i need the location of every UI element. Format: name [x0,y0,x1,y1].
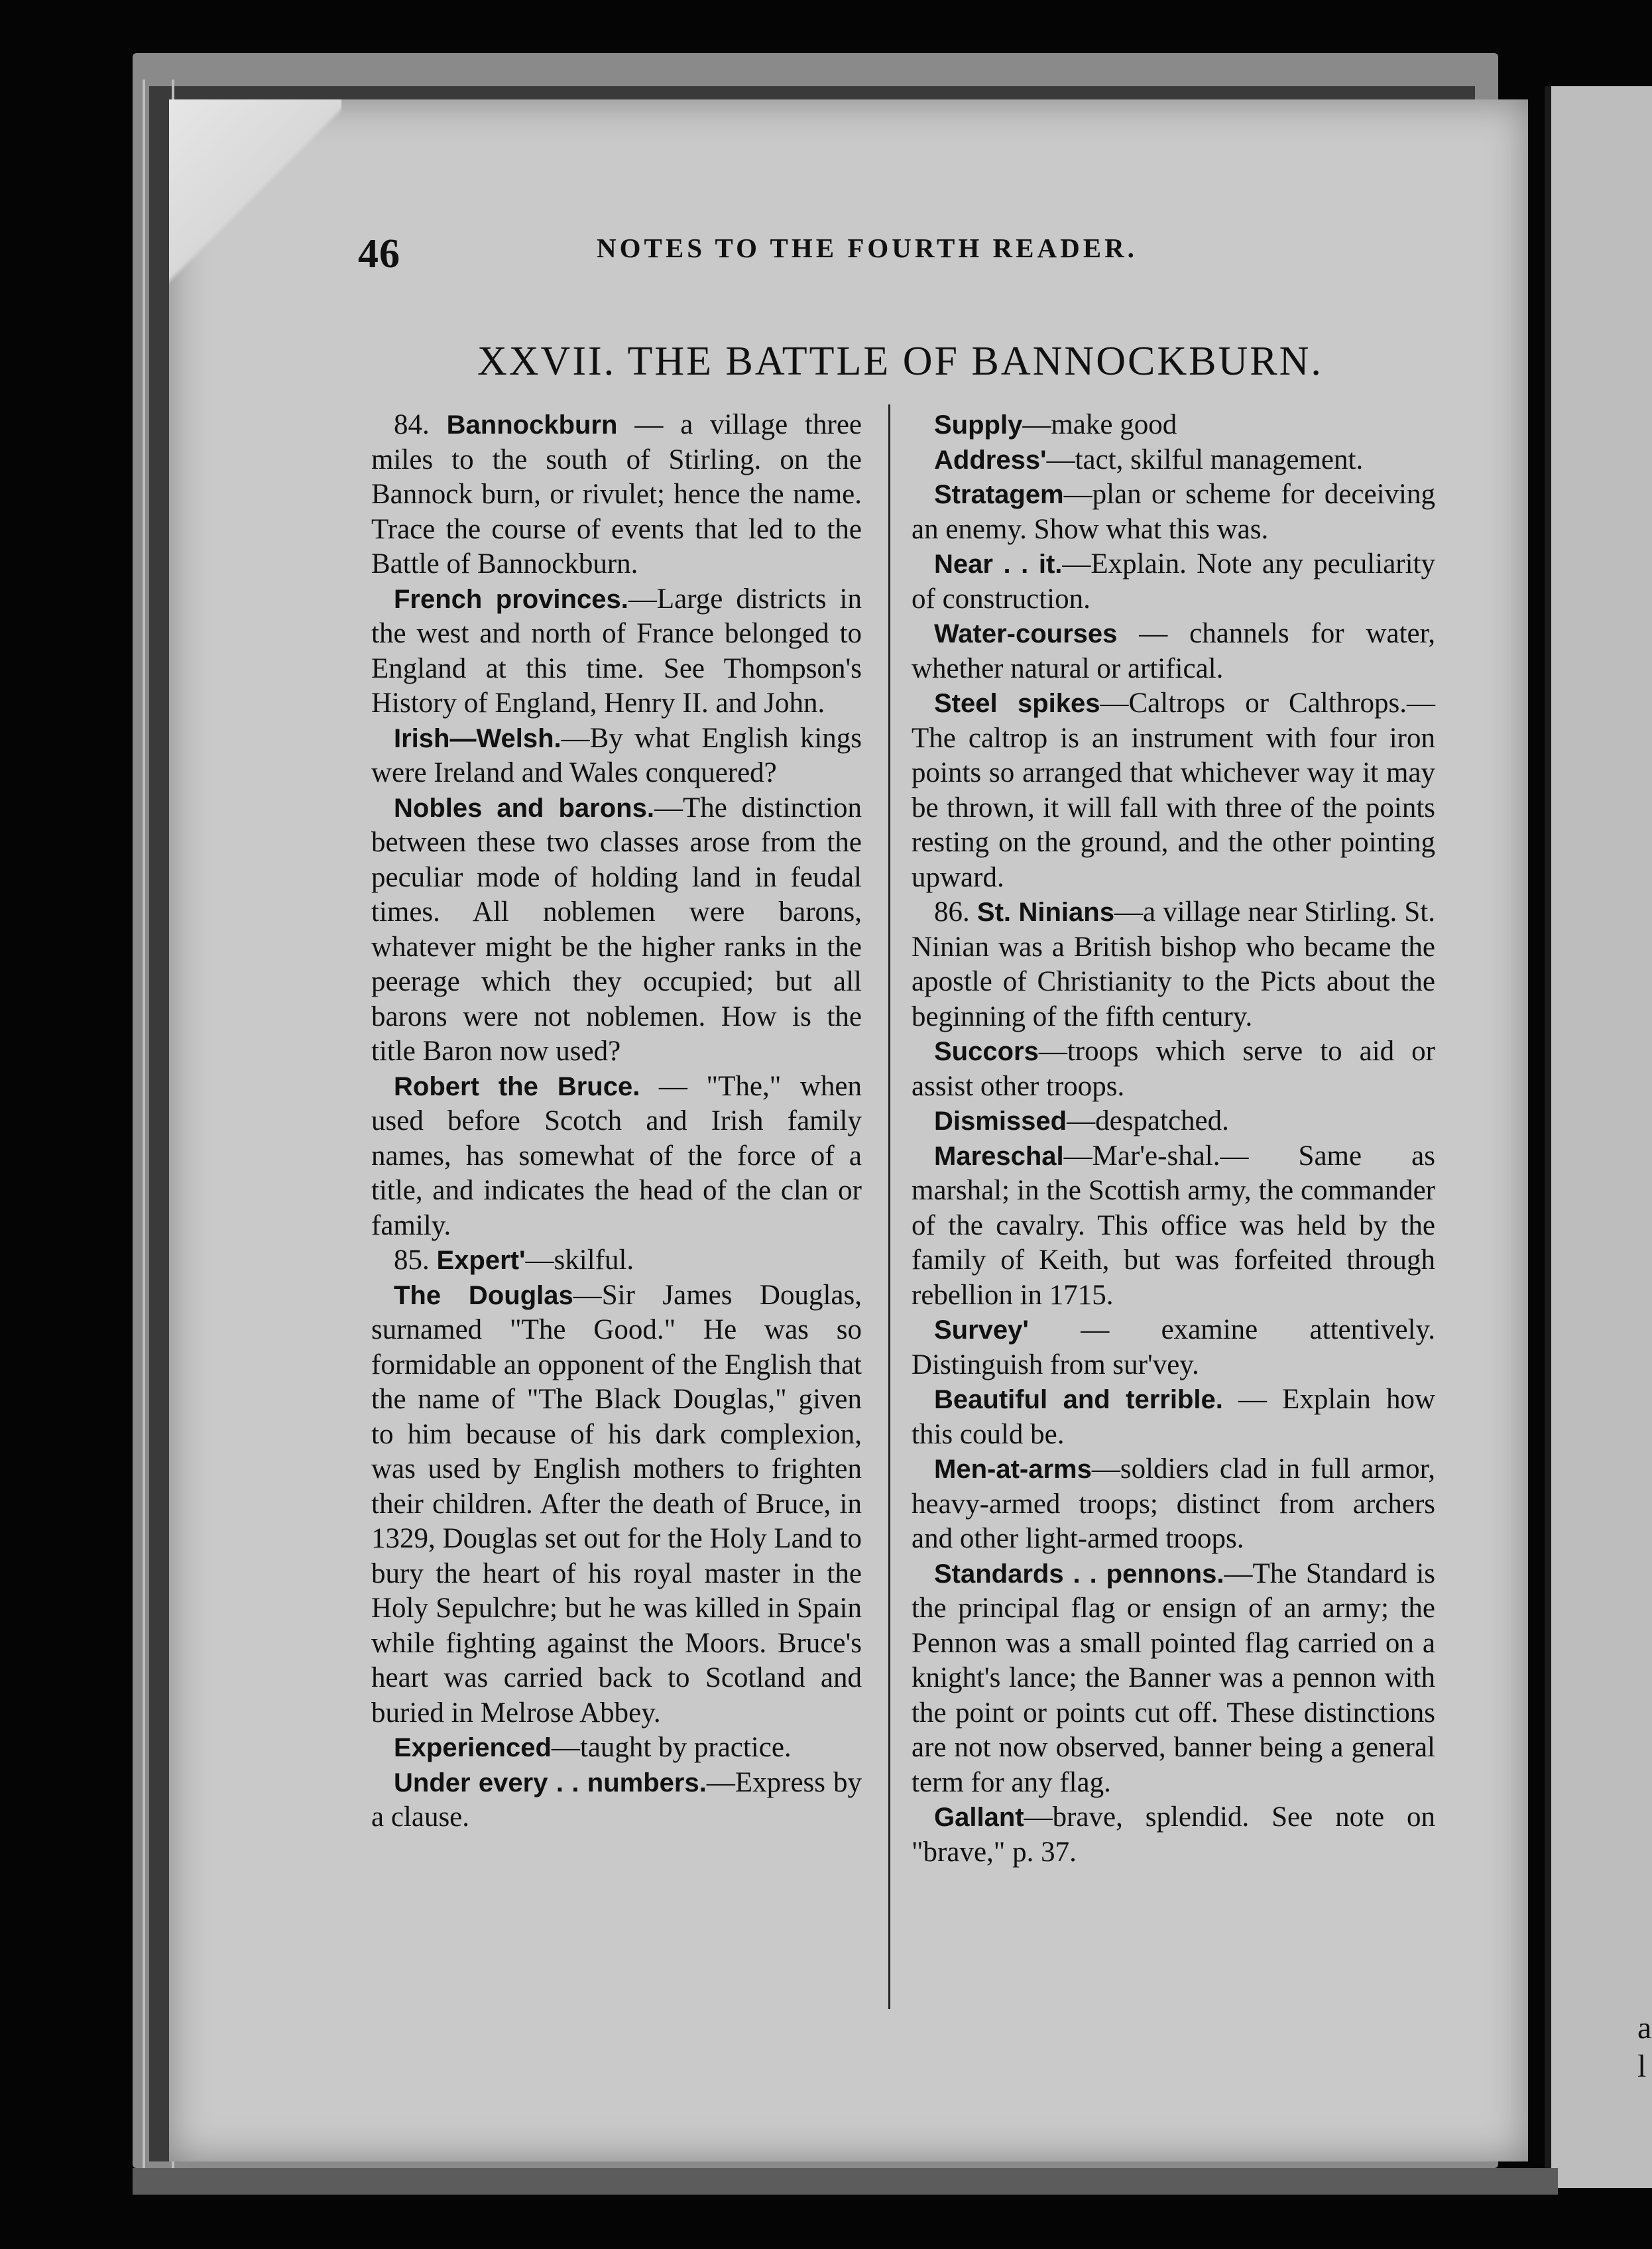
facing-page-text [1637,2009,1651,2086]
glossary-term: Robert the Bruce. [394,1071,640,1101]
glossary-term: Gallant [934,1803,1024,1832]
section-number: 86. [934,896,977,928]
glossary-definition: —The distinction between these two classes arose from the peculiar mode of holding land in feudal times. All noblemen were barons, whatever might be the higher ranks in the peerage which they occupied; but all barons were not noblemen. How is the title Baron now used? [371,792,862,1067]
glossary-term: Irish—Welsh. [394,723,561,753]
glossary-term: Stratagem [934,480,1064,509]
right-column [912,408,1435,1870]
glossary-term: Near . . it. [934,550,1063,579]
glossary-term: French provinces. [394,584,628,614]
glossary-entry [371,791,862,1069]
column-divider [888,404,890,2009]
glossary-term: The Douglas [394,1280,573,1310]
glossary-definition: — channels for water, whether natural or artifical. [912,618,1435,684]
glossary-definition: —The Standard is the principal flag or ensign of an army; the Pennon was a small pointed flag carried on a knight's lance; the Banner was a pennon with the point or points cut off. These distinctions are not now observed, banner being a general term for any flag. [912,1557,1435,1798]
glossary-entry [912,686,1435,895]
glossary-definition: —Sir James Douglas, surnamed "The Good." He was so formidable an opponent of the English that the name of "The Black Douglas," given to him because of his dark complexion, was used by English mothers to frighten their children. After the death of Bruce, in 1329, Douglas set out for the Holy Land to bury the heart of his royal master in the Holy Sepulchre; but he was killed in Spain while fighting against the Moors. Bruce's heart was carried back to Scotland and buried in Melrose Abbey. [371,1279,862,1729]
glossary-entry [371,1243,862,1278]
glossary-definition: —Caltrops or Calthrops.—The caltrop is an instrument with four iron points so arranged that whichever way it may be thrown, it will fall with three of the points resting on the ground, and the other pointing upward. [912,688,1435,893]
book-bottom-edge [133,2168,1558,2195]
glossary-term: Mareschal [934,1141,1064,1171]
glossary-definition: —taught by practice. [551,1732,792,1763]
glossary-definition: —By what English kings were Ireland and Wales conquered? [371,722,862,788]
facing-page-letter: l [1637,2049,1647,2084]
section-number: 84. [394,409,447,440]
glossary-term: Succors [934,1037,1039,1066]
glossary-term: Beautiful and terrible. [934,1385,1223,1414]
glossary-term: Steel spikes [934,689,1100,718]
glossary-entry [912,1139,1435,1313]
glossary-entry [912,1313,1435,1382]
glossary-entry [371,721,862,791]
glossary-entry [912,1800,1435,1870]
glossary-entry [912,547,1435,617]
glossary-entry [912,895,1435,1034]
glossary-term: Under every . . numbers. [394,1768,707,1797]
glossary-term: Experienced [394,1733,552,1762]
folded-corner [169,99,341,298]
glossary-definition: —despatched. [1067,1105,1229,1136]
glossary-entry [912,1452,1435,1557]
glossary-definition: — a village three miles to the south of Stirling. on the Bannock burn, or rivulet; hence the name. Trace the course of events that led to the Battle of Bannockburn. [371,409,862,579]
glossary-entry [371,1766,862,1835]
glossary-entry [371,1278,862,1731]
glossary-term: Standards . . pennons. [934,1559,1224,1589]
glossary-entry [371,582,862,721]
glossary-definition: —brave, splendid. See note on "brave," p. 37. [912,1801,1435,1868]
glossary-definition: —a village near Stirling. St. Ninian was a British bishop who became the apostle of Christianity to the Picts about the beginning of the fifth century. [912,896,1435,1032]
glossary-entry [912,408,1435,443]
glossary-definition: —Explain. Note any peculiarity of construction. [912,548,1435,615]
chapter-title: XXVII. THE BATTLE OF BANNOCKBURN. [477,339,1323,384]
glossary-definition: —make good [1022,409,1177,440]
glossary-entry [912,1104,1435,1139]
page-number: 46 [358,231,400,276]
glossary-definition: —Express by a clause. [371,1766,862,1833]
glossary-entry [912,477,1435,547]
section-number: 85. [394,1245,437,1276]
glossary-definition: —skilful. [525,1245,634,1276]
glossary-entry [912,1034,1435,1104]
glossary-definition: —Mar'e-shal.— Same as marshal; in the Scottish army, the commander of the cavalry. This office was held by the family of Keith, but was forfeited through rebellion in 1715. [912,1140,1435,1311]
glossary-definition: —troops which serve to aid or assist other troops. [912,1036,1435,1102]
glossary-term: Survey' [934,1315,1029,1345]
glossary-definition: — Explain how this could be. [912,1384,1435,1450]
glossary-entry [371,1069,862,1244]
left-column [371,408,862,1835]
glossary-entry [912,1382,1435,1452]
glossary-definition: — examine attentively. Distinguish from sur'vey. [912,1314,1435,1380]
glossary-term: Supply [934,410,1023,440]
glossary-term: Bannockburn [446,410,618,440]
glossary-entry [912,443,1435,478]
glossary-entry [371,1731,862,1766]
facing-page-edge [1545,86,1652,2188]
glossary-term: Expert' [436,1246,526,1275]
glossary-definition: —soldiers clad in full armor, heavy-armed troops; distinct from archers and other light-armed troops. [912,1453,1435,1554]
glossary-definition: —tact, skilful management. [1046,444,1364,475]
glossary-entry [912,617,1435,686]
glossary-term: Nobles and barons. [394,793,654,823]
glossary-definition: —plan or scheme for deceiving an enemy. Show what this was. [912,479,1435,545]
glossary-term: Address' [934,445,1047,475]
glossary-term: Dismissed [934,1107,1067,1136]
glossary-entry [371,408,862,582]
glossary-term: St. Ninians [976,898,1114,927]
glossary-term: Water-courses [934,619,1118,648]
glossary-definition: — "The," when used before Scotch and Irish family names, has somewhat of the force of a title, and indicates the head of the clan or family. [371,1070,862,1241]
running-head: NOTES TO THE FOURTH READER. [597,233,1138,263]
glossary-term: Men-at-arms [934,1455,1092,1484]
facing-page-letter: a [1637,2010,1652,2045]
glossary-entry [912,1557,1435,1801]
glossary-definition: —Large districts in the west and north of France belonged to England at this time. See Thompson's History of England, Henry II. and John. [371,583,862,719]
